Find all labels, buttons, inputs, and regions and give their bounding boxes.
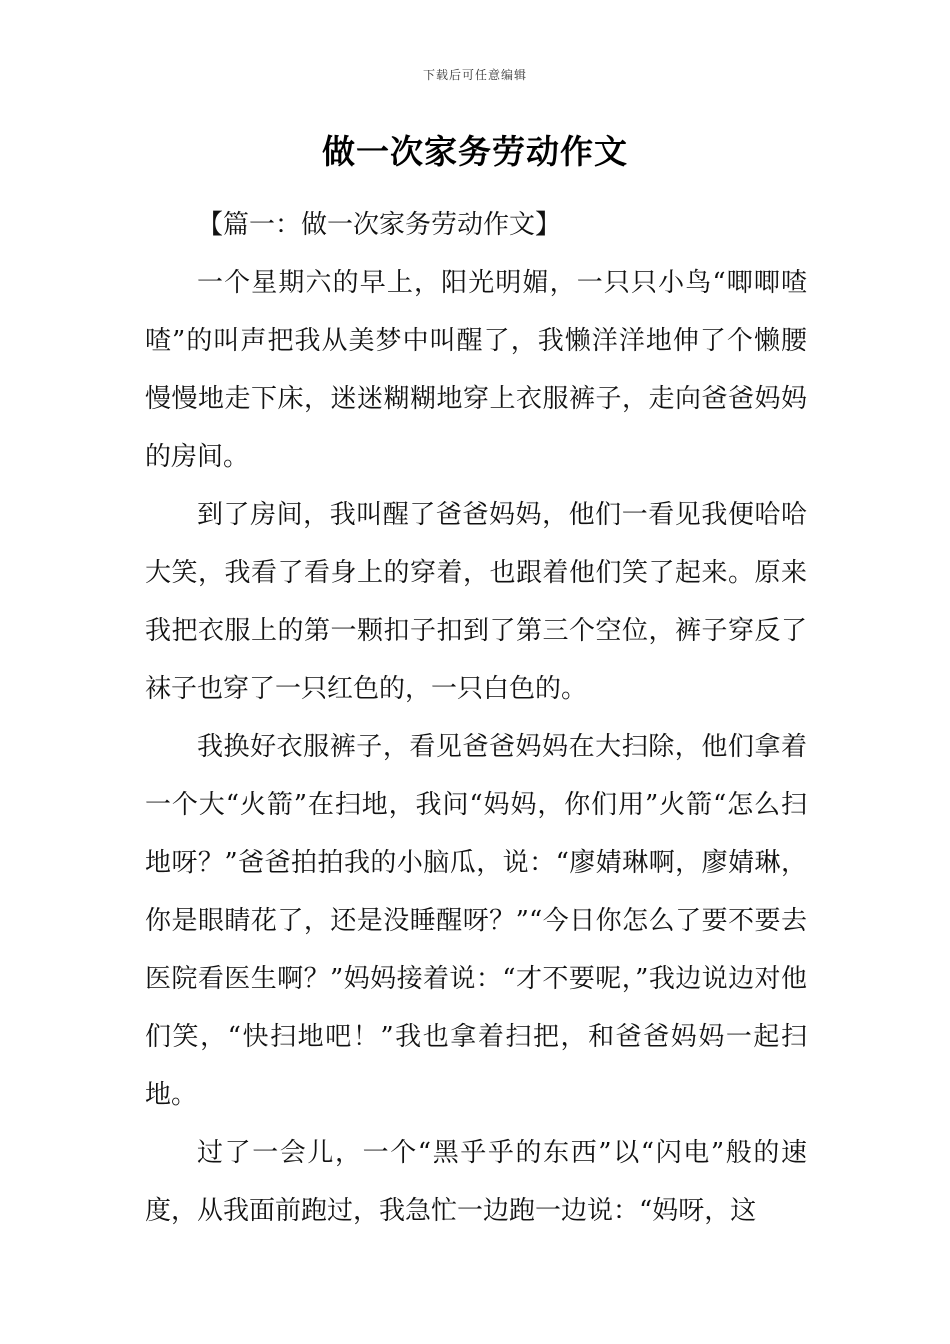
section-heading: 【篇一：做一次家务劳动作文】 — [197, 210, 562, 240]
document-title: 做一次家务劳动作文 — [322, 132, 628, 171]
header-note: 下载后可任意编辑 — [422, 68, 527, 82]
document-body — [145, 196, 807, 1240]
paragraph: 过了一会儿，一个“黑乎乎的东西”以“闪电”般的速度，从我面前跑过，我急忙一边跑一边说：“妈呀，这 — [145, 1138, 807, 1226]
paragraph: 我换好衣服裤子，看见爸爸妈妈在大扫除，他们拿着一个大“火箭”在扫地，我问“妈妈，你们用”火箭“怎么扫地呀？”爸爸拍拍我的小脑瓜，说：“廖婧琳啊，廖婧琳，你是眼睛花了，还是没睡醒呀？”“今日你怎么了要不要去医院看医生啊？”妈妈接着说：“才不要呢，”我边说边对他们笑，“快扫地吧！”我也拿着扫把，和爸爸妈妈一起扫地。 — [145, 732, 807, 1110]
paragraph: 到了房间，我叫醒了爸爸妈妈，他们一看见我便哈哈大笑，我看了看身上的穿着，也跟着他们笑了起来。原来我把衣服上的第一颗扣子扣到了第三个空位，裤子穿反了袜子也穿了一只红色的，一只白色的。 — [145, 500, 807, 704]
paragraph: 一个星期六的早上，阳光明媚，一只只小鸟“唧唧喳喳”的叫声把我从美梦中叫醒了，我懒洋洋地伸了个懒腰慢慢地走下床，迷迷糊糊地穿上衣服裤子，走向爸爸妈妈的房间。 — [145, 268, 807, 472]
